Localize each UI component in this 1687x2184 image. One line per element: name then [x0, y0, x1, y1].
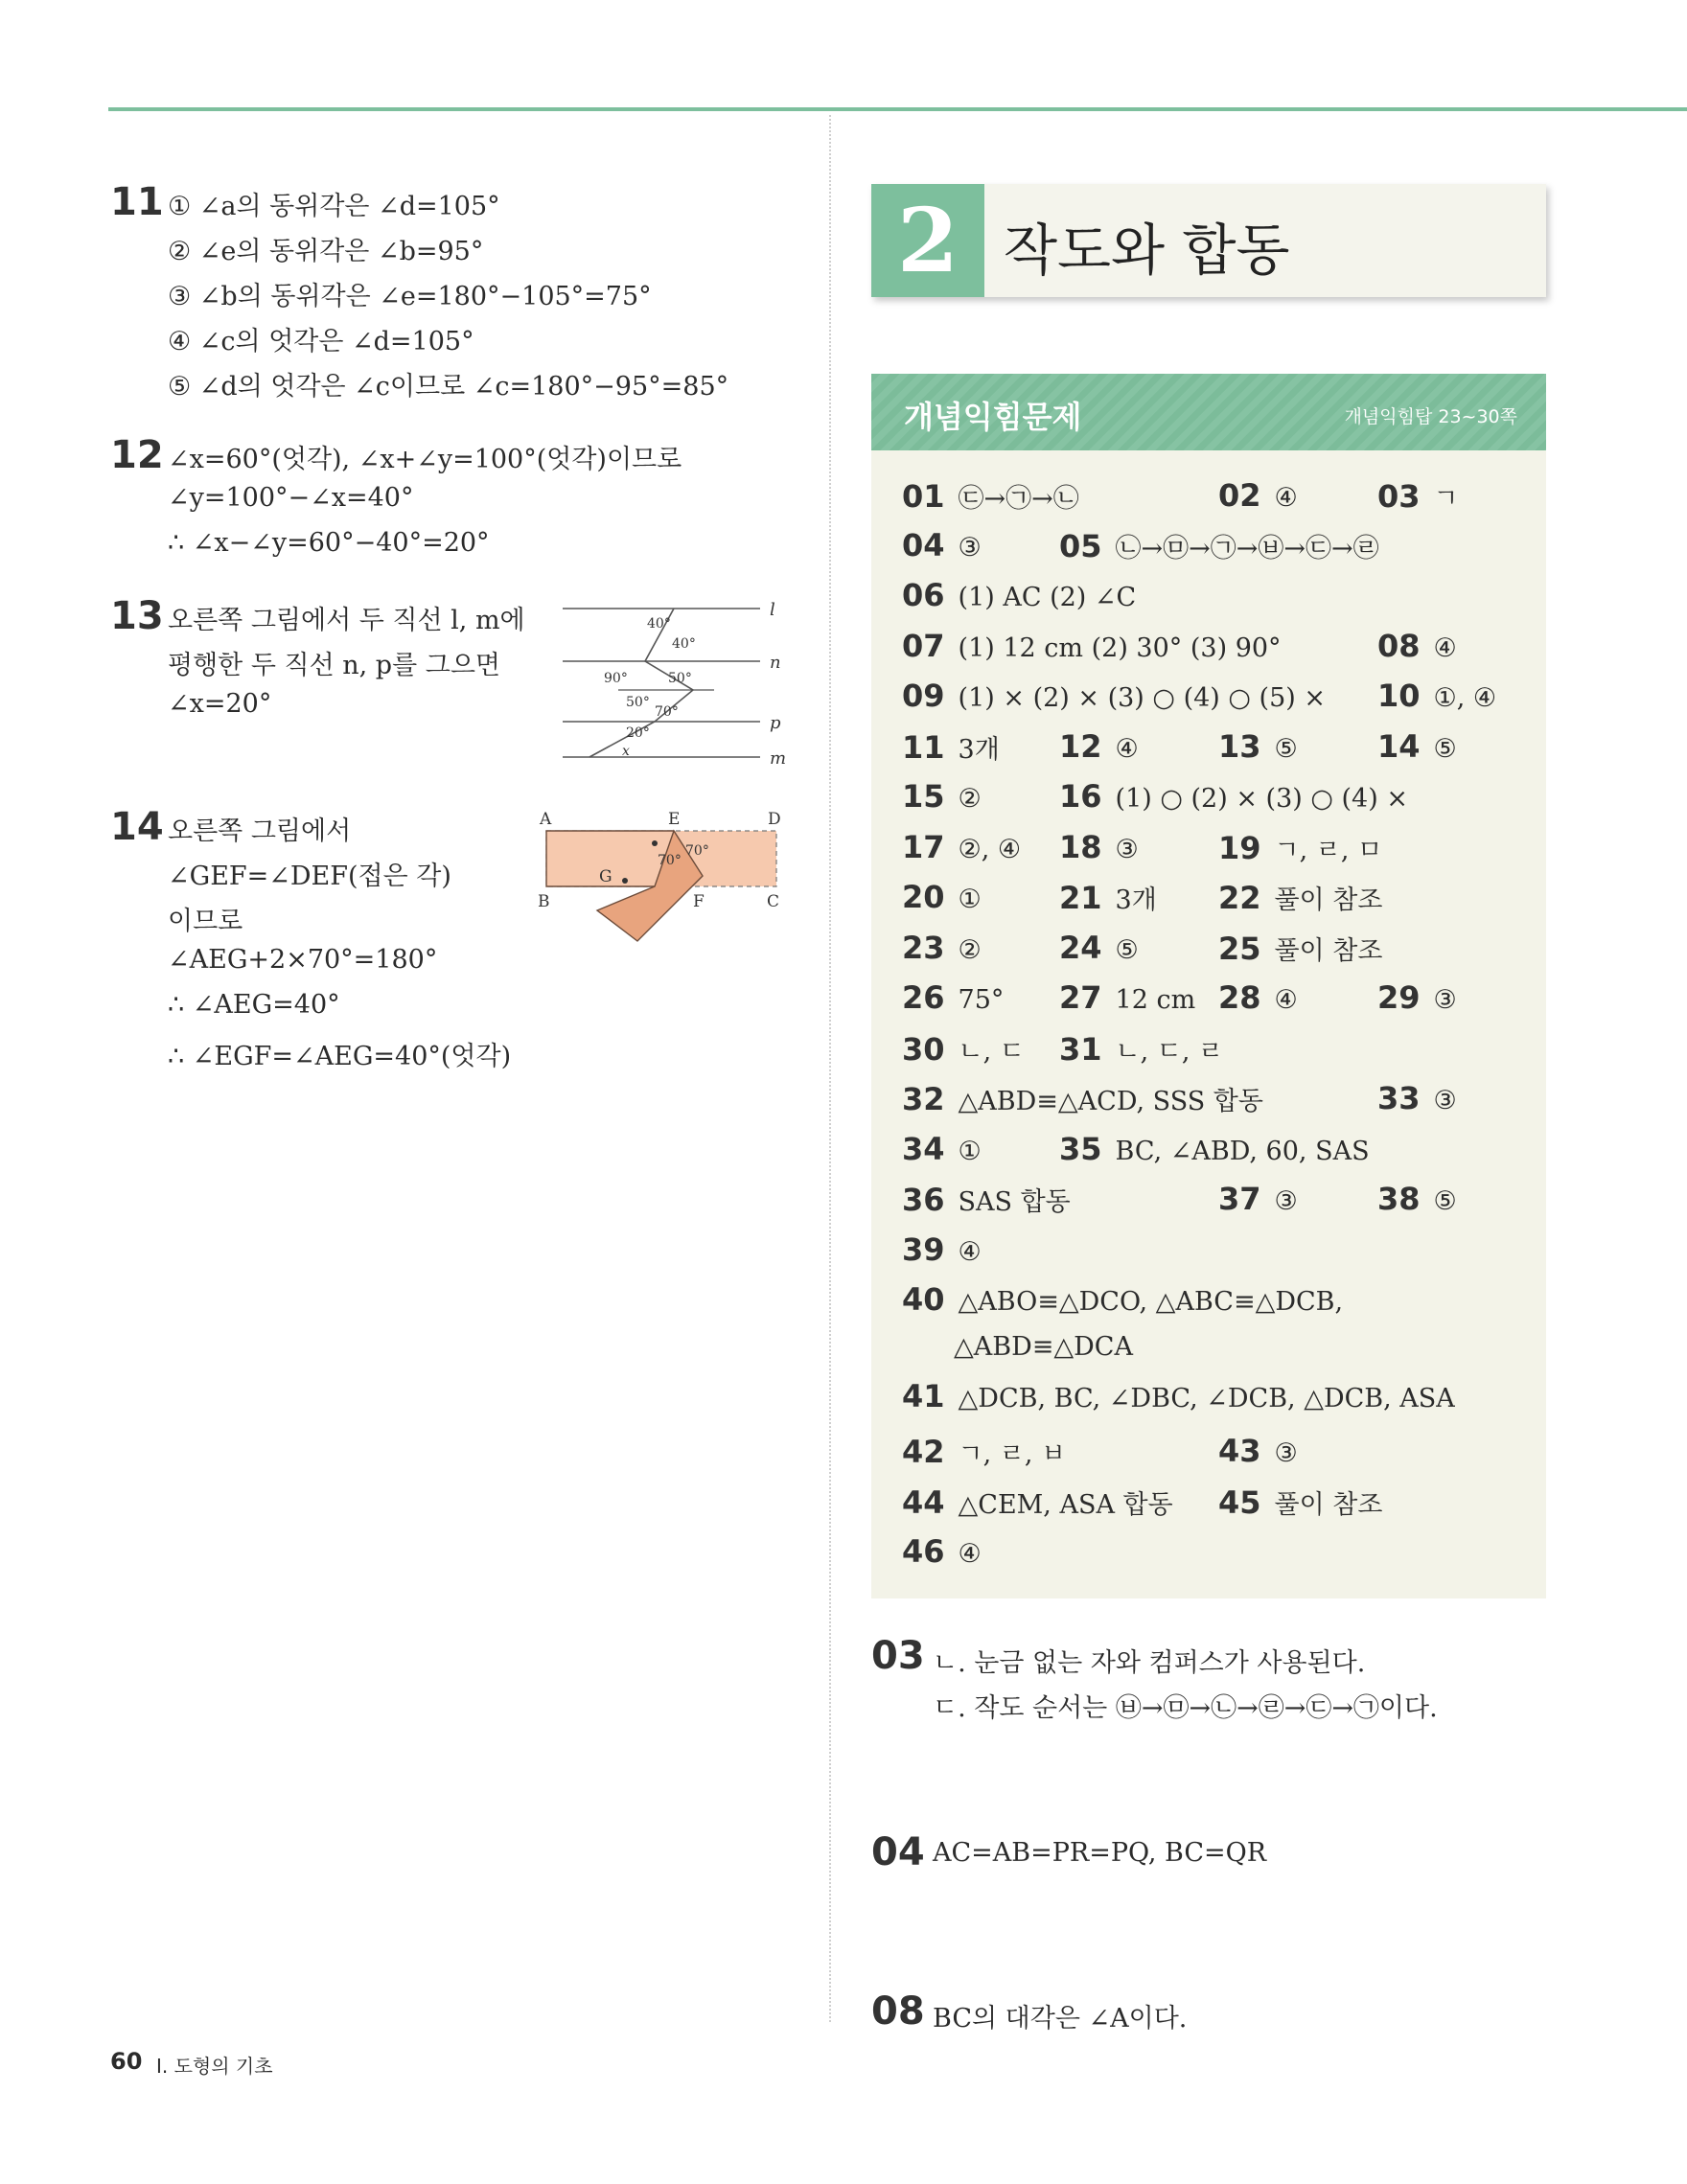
answer-item — [902, 477, 1079, 515]
answer-value: ② — [958, 935, 982, 965]
angle-label: 40° — [672, 636, 696, 652]
solution-line: ② ∠e의 동위각은 ∠b=95° — [168, 237, 484, 266]
answer-item — [1377, 628, 1457, 664]
answer-value: 3개 — [958, 735, 1000, 765]
solution-line: ∠x=20° — [168, 689, 272, 719]
answer-value: 3개 — [1115, 885, 1157, 915]
section-number: 2 — [871, 184, 984, 297]
answer-value: (1) AC (2) ∠C — [958, 583, 1137, 612]
answer-number: 32 — [902, 1081, 945, 1117]
answer-number: 29 — [1377, 979, 1421, 1016]
problem-number: 13 — [110, 594, 164, 638]
problem-number: 12 — [110, 433, 164, 477]
answer-value: ㉡→㉤→㉠→㉥→㉢→㉣ — [1115, 534, 1379, 563]
answer-item — [1377, 477, 1459, 515]
answer-value: ⑤ — [1274, 734, 1298, 764]
line-label-m: m — [770, 748, 787, 767]
angle-label: 20° — [626, 725, 650, 741]
answer-item — [902, 930, 982, 966]
answer-item — [1218, 477, 1298, 514]
point-label-D: D — [768, 810, 781, 829]
answer-value: △CEM, ASA 합동 — [958, 1490, 1173, 1520]
concept-reference: 개념익힘탑 23~30쪽 — [1344, 406, 1517, 427]
answer-value: ㉢→㉠→㉡ — [958, 484, 1079, 514]
answer-value: ㄱ — [1433, 484, 1459, 514]
answer-item — [954, 1332, 1133, 1362]
answer-value: △DCB, BC, ∠DBC, ∠DCB, △DCB, ASA — [958, 1384, 1455, 1414]
answer-item — [1377, 1181, 1457, 1217]
answer-number: 14 — [1377, 728, 1421, 765]
solution-line: ① ∠a의 동위각은 ∠d=105° — [168, 192, 500, 221]
answer-value: ① — [958, 885, 982, 914]
section-title: 작도와 합동 — [1004, 218, 1290, 283]
answer-item — [1218, 930, 1382, 967]
answer-item — [1377, 678, 1496, 714]
point-label-E: E — [668, 810, 681, 829]
answer-number: 24 — [1059, 930, 1102, 966]
answer-number: 16 — [1059, 778, 1102, 815]
answer-number: 04 — [902, 527, 945, 563]
answer-value: 풀이 참조 — [1274, 1490, 1383, 1520]
line-label-l: l — [770, 600, 775, 620]
angle-label: 70° — [658, 853, 682, 868]
answer-item — [1059, 829, 1139, 865]
explanation-line: ㄷ. 작도 순서는 ㉥→㉤→㉡→㉣→㉢→㉠이다. — [933, 1693, 1438, 1723]
answer-number: 09 — [902, 678, 945, 714]
answer-number: 19 — [1218, 830, 1261, 866]
explanation-line: ㄴ. 눈금 없는 자와 컴퍼스가 사용된다. — [933, 1648, 1366, 1678]
solution-line: 이므로 — [168, 907, 243, 936]
angle-label: 70° — [655, 704, 679, 720]
answer-value: △ABD≡△ACD, SSS 합동 — [958, 1087, 1263, 1116]
concept-title-bar — [871, 374, 1546, 450]
answer-value: 75° — [958, 985, 1005, 1015]
answer-value: ②, ④ — [958, 835, 1022, 864]
answer-item — [902, 1483, 1173, 1521]
angle-label: 90° — [604, 671, 628, 686]
answer-item — [1059, 527, 1379, 564]
answer-item — [1218, 1483, 1382, 1521]
answer-number: 38 — [1377, 1181, 1421, 1217]
answer-value: (1) × (2) × (3) ○ (4) ○ (5) × — [958, 683, 1326, 713]
answer-number: 30 — [902, 1031, 945, 1068]
answer-number: 34 — [902, 1131, 945, 1167]
answer-number: 43 — [1218, 1433, 1261, 1469]
angle-label: 50° — [626, 695, 650, 710]
answer-number: 41 — [902, 1378, 945, 1414]
solution-line: 평행한 두 직선 n, p를 그으면 — [168, 651, 500, 680]
solution-line: ④ ∠c의 엇각은 ∠d=105° — [168, 327, 474, 356]
concept-answers-box — [871, 374, 1546, 1598]
answer-number: 27 — [1059, 979, 1102, 1016]
folded-paper-figure — [532, 807, 791, 951]
answer-item — [1218, 979, 1298, 1016]
answer-value: ③ — [1433, 1086, 1457, 1115]
answer-number: 42 — [902, 1434, 945, 1470]
answer-number: 26 — [902, 979, 945, 1016]
top-rule — [108, 107, 1687, 111]
answer-number: 13 — [1218, 728, 1261, 765]
answer-value: ③ — [1274, 1438, 1298, 1468]
answer-item — [1059, 1030, 1223, 1068]
solution-line: 오른쪽 그림에서 두 직선 l, m에 — [168, 606, 525, 635]
point-label-G: G — [599, 867, 612, 886]
answer-number: 35 — [1059, 1131, 1102, 1167]
answer-item — [1059, 778, 1408, 815]
answer-value: ⑤ — [1115, 935, 1139, 965]
answer-number: 23 — [902, 930, 945, 966]
answer-item — [902, 1433, 1066, 1470]
point-label-A: A — [540, 810, 552, 829]
answer-value: ③ — [1274, 1186, 1298, 1216]
parallel-lines-figure — [561, 594, 791, 767]
angle-label: 40° — [647, 616, 671, 632]
answer-number: 15 — [902, 778, 945, 815]
solution-line: 오른쪽 그림에서 — [168, 816, 352, 846]
answer-value: 풀이 참조 — [1274, 936, 1383, 966]
answer-item — [1218, 829, 1382, 866]
problem-number: 14 — [110, 805, 164, 849]
answer-value: ③ — [1115, 835, 1139, 864]
answer-number: 06 — [902, 577, 945, 613]
answer-item — [902, 628, 1282, 664]
answer-value: ⑤ — [1433, 734, 1457, 764]
explanation-number: 08 — [871, 1989, 925, 2034]
answer-value: △ABO≡△DCO, △ABC≡△DCB, — [958, 1287, 1344, 1317]
answer-number: 31 — [1059, 1031, 1102, 1068]
answer-item — [1218, 879, 1382, 916]
answer-value: ①, ④ — [1433, 683, 1497, 713]
problem-number: 11 — [110, 180, 164, 224]
answer-number: 02 — [1218, 477, 1261, 514]
answer-item — [902, 778, 982, 815]
answer-value: BC, ∠ABD, 60, SAS — [1115, 1137, 1370, 1166]
solution-line: ∠y=100°−∠x=40° — [168, 483, 414, 513]
answer-number: 08 — [1377, 628, 1421, 664]
answer-number: 05 — [1059, 528, 1102, 564]
answer-number: 45 — [1218, 1484, 1261, 1521]
answer-item — [902, 1281, 1343, 1318]
answer-number: 39 — [902, 1231, 945, 1268]
answer-value: ④ — [958, 1539, 982, 1569]
explanation-line: AC=AB=PR=PQ, BC=QR — [933, 1838, 1267, 1868]
answer-item — [902, 1181, 1071, 1218]
answer-value: 풀이 참조 — [1274, 885, 1383, 915]
answer-value: ㄴ, ㄷ, ㄹ — [1115, 1037, 1224, 1067]
answer-item — [902, 1131, 982, 1167]
answer-value: ㄴ, ㄷ — [958, 1037, 1025, 1067]
answer-number: 40 — [902, 1281, 945, 1318]
solution-line: ⑤ ∠d의 엇각은 ∠c이므로 ∠c=180°−95°=85° — [168, 372, 729, 402]
answer-value: 12 cm — [1115, 985, 1196, 1015]
solution-line: ∠AEG+2×70°=180° — [168, 945, 438, 975]
answer-item — [902, 577, 1136, 613]
answer-item — [1377, 979, 1457, 1016]
point-label-B: B — [538, 892, 550, 911]
answer-item — [1218, 1433, 1298, 1469]
answer-item — [902, 1231, 982, 1268]
answer-value: ③ — [1433, 985, 1457, 1015]
answer-item — [1377, 728, 1457, 765]
solution-line: ∴ ∠AEG=40° — [168, 990, 340, 1020]
answer-value: (1) ○ (2) × (3) ○ (4) × — [1115, 784, 1408, 814]
answer-item — [1218, 728, 1298, 765]
solution-line: ③ ∠b의 동위각은 ∠e=180°−105°=75° — [168, 282, 652, 311]
answer-item — [902, 979, 1004, 1016]
answer-number: 01 — [902, 478, 945, 515]
answer-number: 20 — [902, 879, 945, 915]
answer-number: 10 — [1377, 678, 1421, 714]
solution-line: ∠GEF=∠DEF(접은 각) — [168, 862, 451, 891]
point-label-C: C — [767, 892, 780, 911]
solution-line: ∴ ∠x−∠y=60°−40°=20° — [168, 528, 490, 558]
answer-value: SAS 합동 — [958, 1187, 1071, 1217]
answer-number: 46 — [902, 1533, 945, 1570]
answer-item — [902, 879, 982, 915]
answer-item — [1218, 1181, 1298, 1217]
answer-value: ④ — [1274, 985, 1298, 1015]
answer-value: ④ — [1274, 483, 1298, 513]
answer-value: △ABD≡△DCA — [954, 1332, 1133, 1362]
explanation-line: BC의 대각은 ∠A이다. — [933, 2004, 1188, 2034]
answer-value: ㄱ, ㄹ, ㅁ — [1274, 836, 1383, 865]
answer-number: 22 — [1218, 880, 1261, 916]
column-divider — [829, 115, 831, 2022]
answer-item — [1059, 879, 1157, 916]
answer-number: 07 — [902, 628, 945, 664]
answer-value: ③ — [958, 533, 982, 563]
answer-item — [1059, 1131, 1370, 1167]
answer-item — [1059, 979, 1195, 1016]
line-label-p: p — [770, 713, 781, 733]
point-label-F: F — [693, 892, 705, 911]
answer-number: 28 — [1218, 979, 1261, 1016]
answer-number: 37 — [1218, 1181, 1261, 1217]
page-number: 60 — [110, 2048, 143, 2075]
answer-value: ② — [958, 784, 982, 814]
answer-number: 36 — [902, 1182, 945, 1218]
answer-value: ④ — [1115, 734, 1139, 764]
answer-value: (1) 12 cm (2) 30° (3) 90° — [958, 633, 1282, 663]
answer-number: 11 — [902, 729, 945, 766]
concept-title: 개념익힘문제 — [904, 399, 1082, 435]
answer-item — [902, 1030, 1025, 1068]
answer-value: ㄱ, ㄹ, ㅂ — [958, 1439, 1067, 1469]
answer-number: 03 — [1377, 478, 1421, 515]
answer-number: 44 — [902, 1484, 945, 1521]
answer-item — [902, 1080, 1263, 1117]
answer-item — [1059, 728, 1139, 765]
solution-line: ∠x=60°(엇각), ∠x+∠y=100°(엇각)이므로 — [168, 445, 682, 474]
line-label-n: n — [770, 653, 781, 673]
answer-item — [1059, 930, 1139, 966]
explanation-number: 04 — [871, 1830, 925, 1874]
answer-value: ④ — [958, 1237, 982, 1267]
answer-number: 18 — [1059, 829, 1102, 865]
answer-item — [902, 829, 1021, 865]
answer-value: ⑤ — [1433, 1186, 1457, 1216]
answer-value: ① — [958, 1137, 982, 1166]
answer-item — [902, 1533, 982, 1570]
answer-item — [1377, 1080, 1457, 1116]
angle-label: 50° — [668, 671, 692, 686]
solution-line: ∴ ∠EGF=∠AEG=40°(엇각) — [168, 1042, 512, 1071]
answer-number: 21 — [1059, 880, 1102, 916]
answer-number: 33 — [1377, 1080, 1421, 1116]
answer-value: ④ — [1433, 633, 1457, 663]
chapter-title: Ⅰ. 도형의 기초 — [156, 2055, 273, 2078]
angle-label-x: x — [622, 744, 630, 759]
explanation-number: 03 — [871, 1634, 925, 1678]
section-header — [871, 184, 1546, 297]
answer-number: 25 — [1218, 931, 1261, 967]
angle-label: 70° — [685, 843, 709, 859]
answer-item — [902, 678, 1326, 714]
answer-item — [902, 527, 982, 563]
answer-item — [902, 1378, 1455, 1414]
answer-item — [902, 728, 1000, 766]
answer-number: 17 — [902, 829, 945, 865]
answer-number: 12 — [1059, 728, 1102, 765]
